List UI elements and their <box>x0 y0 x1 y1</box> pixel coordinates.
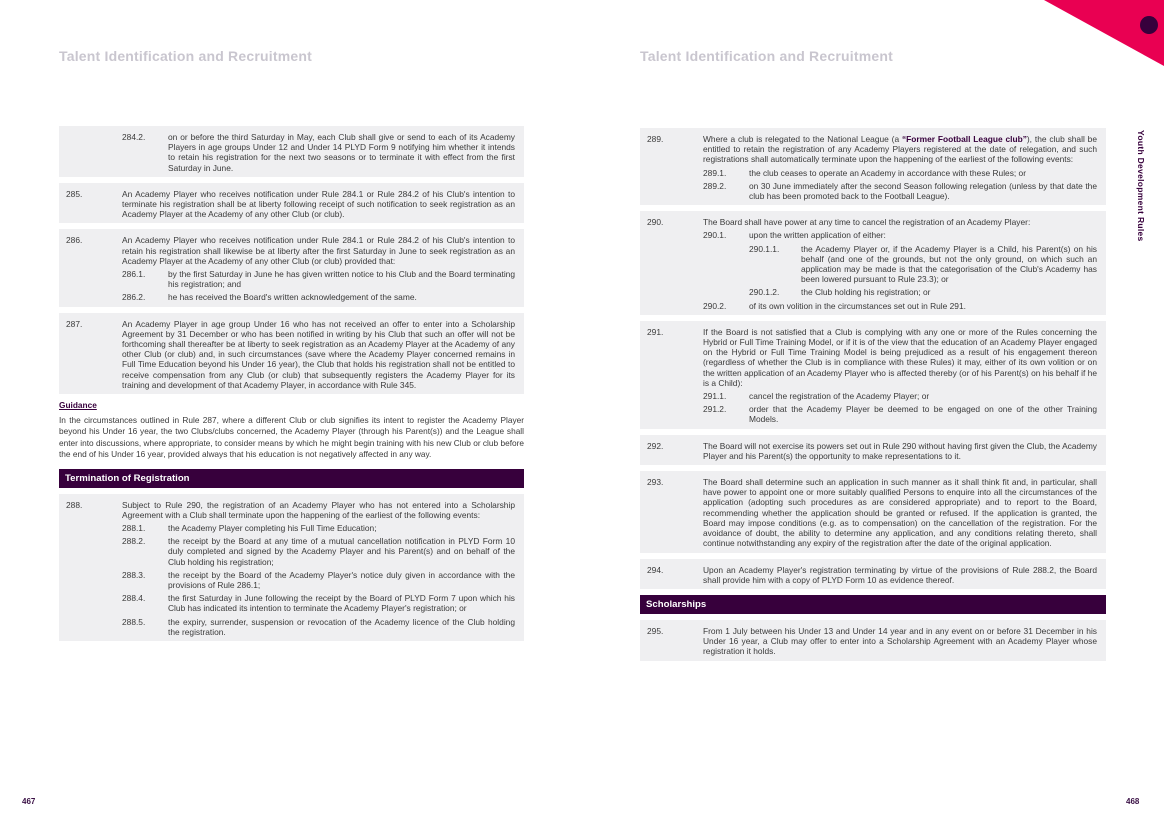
sub-rule-number: 288.2. <box>122 536 146 547</box>
rule-number: 289. <box>647 134 664 144</box>
rule-text: From 1 July between his Under 13 and Under 14 year and in any event on or before 31 December in his Under 16 year, a Club may offer to enter into a Scholarship Agreement with an Academy Player whose registration it holds. <box>703 625 1097 657</box>
rule-text: An Academy Player in age group Under 16 who has not received an offer to enter into a Scholarship Agreement by 31 December or who has been notified in writing by his Club that such an offer will not be forthcoming shall thereafter be at liberty to seek registration as an Academy Player at the Academy of any other Club (or club) and, in such circumstances (save where the Academy Player concerned remains in Full Time Education beyond his Under 16 year), the Club that holds his registration shall not be entitled to receive compensation from any Club (or club) that subsequently registers the Academy Player for its training and development of that Academy Player, in accordance with Rule 345. <box>122 318 515 390</box>
rule-number: 285. <box>66 188 83 199</box>
sub-rule <box>122 523 515 533</box>
rule-number: 292. <box>647 440 664 451</box>
rule-text: An Academy Player who receives notification under Rule 284.1 or Rule 284.2 of his Club's intention to retain his registration shall likewise be at liberty after the first Saturday in June to seek registration as an Academy Player at the Academy of any other Club (or club) provided that: <box>122 235 515 266</box>
rule-number: 291. <box>647 326 664 337</box>
sub-rule: 290.1. upon the written application of either: <box>703 230 886 241</box>
sub-rule-text: the receipt by the Board at any time of a mutual cancellation notification in PLYD Form 10 duly completed and signed by the Academy Player and his Parent(s) and on behalf of the Club holding his registration; <box>168 536 515 567</box>
sub-rule <box>122 593 515 613</box>
rule-box <box>59 183 524 224</box>
sub-rule-number: 286.1. <box>122 269 146 280</box>
rule-text: The Board shall have power at any time to cancel the registration of an Academy Player: <box>703 217 1031 228</box>
sub-rule-number: 284.2. <box>122 132 146 142</box>
sub-rule-text: the Academy Player completing his Full Time Education; <box>168 522 377 533</box>
sub-rule-number: 288.4. <box>122 593 146 604</box>
termination-heading: Termination of Registration <box>59 469 524 488</box>
sub-rule <box>122 570 515 590</box>
sub-rule: 291.1. cancel the registration of the Academy Player; or <box>703 391 930 402</box>
rule-row <box>66 189 515 220</box>
sub-rule-number: 286.2. <box>122 292 146 303</box>
sub-rule <box>122 132 515 173</box>
guidance-heading: Guidance <box>59 400 97 411</box>
rule-291 <box>640 321 1106 429</box>
rule-box <box>59 126 524 177</box>
rule-text: If the Board is not satisfied that a Club is complying with any one or more of the Rules concerning the Hybrid or Full Time Training Model, or if it is of the view that the education of an Academy Player engaged on the Hybrid or Full Time Training Model is being prejudiced as a result of his engagement thereon (regardless of whether the Club is in compliance with these Rules) it may, either of its own volition or on the written application of an Academy Player who is affected thereby (or of his Parent(s) on his behalf if he is a Child): <box>703 326 1097 388</box>
rule-box <box>59 229 524 306</box>
rule-text: Where a club is relegated to the National League (a “Former Football League club”), the club shall be entitled to retain the registration of any Academy Players registered at the date of relegation, and such registrations shall automatically terminate upon the happening of the earliest of the following events: <box>703 134 1097 165</box>
left-rule-list <box>59 126 524 394</box>
rule-number: 293. <box>647 477 664 488</box>
page-number-left: 467 <box>22 797 36 806</box>
rule-number: 288. <box>66 499 83 510</box>
sub-rule: 289.2. on 30 June immediately after the second Season following relegation (unless by that date the club has been promoted back to the Football League). <box>703 180 1097 202</box>
sub-sub-rule: 290.1.2. the Club holding his registration; or <box>749 287 931 298</box>
rule-290 <box>640 211 1106 315</box>
sub-rule-text: by the first Saturday in June he has given written notice to his Club and the Board terminating his registration; and <box>168 269 515 290</box>
rule-295 <box>640 620 1106 661</box>
sub-rule <box>122 617 515 637</box>
right-rules <box>640 128 1106 667</box>
rule-number: 294. <box>647 564 664 575</box>
rule-box <box>59 494 524 641</box>
rule-293 <box>640 471 1106 552</box>
sub-rule <box>122 292 515 302</box>
section-title-left: Talent Identification and Recruitment <box>59 48 312 64</box>
sub-rule <box>122 536 515 567</box>
rule-289 <box>640 128 1106 205</box>
sub-rule: 291.2. order that the Academy Player be deemed to be engaged on one of the other Training Models. <box>703 404 1097 425</box>
termination-rule <box>59 494 524 641</box>
rule-text: The Board shall determine such an application in such manner as it shall think fit and, in particular, shall have power to appoint one or more suitably qualified Persons to enquire into all the circumstances of the application (adopting such procedures as are considered appropriate) and to report to the Board, recommending whether the application should be granted or refused. If the application is granted, the Board may impose conditions (e.g. as to compensation) on the cancellation of the registration. For the avoidance of doubt, the ability to determine any application, and any conditions relating thereto, shall continue notwithstanding any expiry of the registration after the date of the original application. <box>703 477 1097 549</box>
scholarships-heading: Scholarships <box>640 595 1106 614</box>
sub-rule: 289.1. the club ceases to operate an Academy in accordance with these Rules; or <box>703 167 1026 178</box>
sub-rule-text: on or before the third Saturday in May, each Club shall give or send to each of its Academy Players in age groups Under 12 and Under 14 PLYD Form 9 notifying him whether it intends to retain his registration for the next two seasons or to terminate it with effect from the first Saturday in June. <box>168 132 515 173</box>
rule-294 <box>640 559 1106 589</box>
rule-text: Subject to Rule 290, the registration of an Academy Player who has not entered into a Scholarship Agreement with a Club shall terminate upon the happening of the earliest of the following events: <box>122 499 515 520</box>
guidance-text: In the circumstances outlined in Rule 287, where a different Club or club signifies its intent to register the Academy Player beyond his Under 16 year, the two Clubs/clubs concerned, the Academy Player (through his Parent(s)) and the League shall enter into discussions, where appropriate, to consider means by which he might begin training with his new Club or club before the end of his Under 16 year, provided always that his education is not negatively affected in any way. <box>59 414 524 460</box>
sub-rule-number: 288.1. <box>122 522 146 533</box>
sub-rule-number: 288.5. <box>122 616 146 627</box>
defined-term: “Former Football League club” <box>901 134 1027 144</box>
rule-row <box>66 500 515 520</box>
sub-sub-rule: 290.1.1. the Academy Player or, if the Academy Player is a Child, his Parent(s) on his behalf (and one of the grounds, but not the only ground, on which such an application may be made is that the categorisation of the Club's Academy has been lowered pursuant to Rule 23.3); or <box>749 243 1097 285</box>
sub-rule-number: 288.3. <box>122 569 146 580</box>
rule-number: 295. <box>647 625 664 636</box>
vertical-section-title: Youth Development Rules <box>1136 130 1146 242</box>
rule-box <box>59 313 524 394</box>
sub-rule-text: the expiry, surrender, suspension or revocation of the Academy licence of the Club holding the registration. <box>168 616 515 637</box>
rule-text: Upon an Academy Player's registration terminating by virtue of the provisions of Rule 288.2, the Board shall provide him with a copy of PLYD Form 10 as evidence thereof. <box>703 564 1097 585</box>
rule-292 <box>640 435 1106 465</box>
premier-league-corner-logo <box>994 0 1164 70</box>
sub-rule-text: he has received the Board's written acknowledgement of the same. <box>168 292 417 303</box>
right-page <box>582 0 1164 826</box>
sub-rule-text: the first Saturday in June following the receipt by the Board of PLYD Form 7 upon which his Club has indicated its intention to terminate the Academy Player's registration; or <box>168 593 515 614</box>
guidance-block <box>59 400 524 461</box>
sub-rule-text: the receipt by the Board of the Academy Player's notice duly given in accordance with the provisions of Rule 286.1; <box>168 569 515 590</box>
sub-rule <box>122 269 515 289</box>
rule-number: 286. <box>66 235 83 246</box>
lion-crest-icon <box>1140 16 1158 34</box>
rule-text: An Academy Player who receives notification under Rule 284.1 or Rule 284.2 of his Club's intention to terminate his registration shall be at liberty following receipt of such notification to seek registration as an Academy Player at the Academy of any other Club (or club). <box>122 188 515 220</box>
left-rules <box>59 126 524 647</box>
sub-rule: 290.2. of its own volition in the circumstances set out in Rule 291. <box>703 300 966 311</box>
rule-number: 290. <box>647 217 664 228</box>
rule-text: The Board will not exercise its powers set out in Rule 290 without having first given the Club, the Academy Player and his Parent(s) the opportunity to make representations to it. <box>703 440 1097 461</box>
rule-row <box>66 235 515 266</box>
rule-number: 287. <box>66 318 83 329</box>
section-title-right: Talent Identification and Recruitment <box>640 48 893 64</box>
page-number-right: 468 <box>1126 797 1140 806</box>
rule-row <box>66 319 515 390</box>
